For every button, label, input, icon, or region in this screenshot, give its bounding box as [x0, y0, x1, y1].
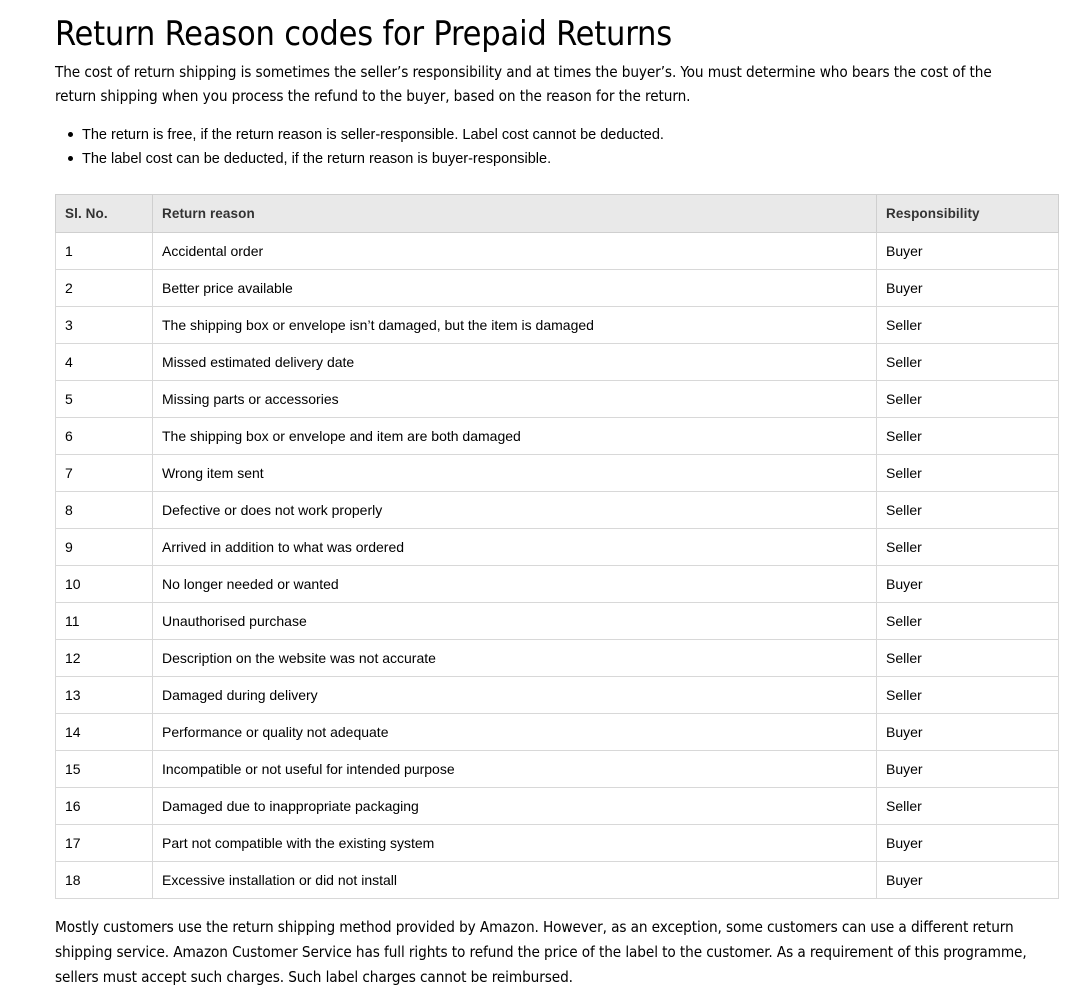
cell-sl-no: 5 [56, 381, 153, 418]
outro-paragraph: Mostly customers use the return shipping method provided by Amazon. However, as an exception, some customers can use a different return shipping service. Amazon Customer Service has full rights to refund the price of the label to the customer. As a requirement of this programme, sellers must accept such charges. Such label charges cannot be reimbursed. [55, 918, 1027, 986]
cell-sl-no: 17 [56, 825, 153, 862]
table-row [56, 751, 1059, 788]
table-row [56, 307, 1059, 344]
cell-responsibility: Seller [877, 492, 1059, 529]
cell-responsibility: Seller [877, 529, 1059, 566]
table-row [56, 677, 1059, 714]
table-row [56, 233, 1059, 270]
cell-responsibility: Buyer [877, 233, 1059, 270]
list-item [68, 123, 1028, 147]
table-row [56, 825, 1059, 862]
cell-sl-no: 9 [56, 529, 153, 566]
cell-return-reason: Part not compatible with the existing system [153, 825, 877, 862]
cell-sl-no: 14 [56, 714, 153, 751]
cell-sl-no: 4 [56, 344, 153, 381]
cell-responsibility: Seller [877, 344, 1059, 381]
list-item [68, 147, 1028, 171]
cell-sl-no: 13 [56, 677, 153, 714]
table-header-row [56, 195, 1059, 233]
bullet-dot-icon [68, 156, 73, 161]
bullet-dot-icon [68, 132, 73, 137]
table-body [56, 233, 1059, 899]
cell-return-reason: Defective or does not work properly [153, 492, 877, 529]
table-row [56, 381, 1059, 418]
cell-responsibility: Seller [877, 307, 1059, 344]
cell-return-reason: Better price available [153, 270, 877, 307]
table-row [56, 529, 1059, 566]
cell-return-reason: The shipping box or envelope isn’t damaged, but the item is damaged [153, 307, 877, 344]
cell-responsibility: Seller [877, 381, 1059, 418]
cell-return-reason: Incompatible or not useful for intended purpose [153, 751, 877, 788]
cell-sl-no: 6 [56, 418, 153, 455]
cell-responsibility: Buyer [877, 862, 1059, 899]
cell-return-reason: Damaged due to inappropriate packaging [153, 788, 877, 825]
cell-sl-no: 3 [56, 307, 153, 344]
cell-sl-no: 1 [56, 233, 153, 270]
cell-sl-no: 10 [56, 566, 153, 603]
cell-return-reason: Arrived in addition to what was ordered [153, 529, 877, 566]
cell-return-reason: The shipping box or envelope and item are both damaged [153, 418, 877, 455]
cell-responsibility: Buyer [877, 270, 1059, 307]
cell-sl-no: 18 [56, 862, 153, 899]
cell-return-reason: Performance or quality not adequate [153, 714, 877, 751]
table-row [56, 455, 1059, 492]
table-row [56, 862, 1059, 899]
cell-return-reason: Wrong item sent [153, 455, 877, 492]
cell-responsibility: Seller [877, 677, 1059, 714]
table-row [56, 640, 1059, 677]
table-row [56, 270, 1059, 307]
cell-responsibility: Seller [877, 788, 1059, 825]
column-header-return-reason: Return reason [153, 195, 877, 233]
cell-sl-no: 15 [56, 751, 153, 788]
cell-responsibility: Seller [877, 418, 1059, 455]
cell-return-reason: No longer needed or wanted [153, 566, 877, 603]
cell-return-reason: Damaged during delivery [153, 677, 877, 714]
cell-responsibility: Buyer [877, 714, 1059, 751]
cell-sl-no: 11 [56, 603, 153, 640]
column-header-sl-no: Sl. No. [56, 195, 153, 233]
table-row [56, 418, 1059, 455]
table-row [56, 344, 1059, 381]
cell-responsibility: Seller [877, 603, 1059, 640]
table-row [56, 714, 1059, 751]
cell-responsibility: Seller [877, 640, 1059, 677]
page-title: Return Reason codes for Prepaid Returns [55, 14, 672, 54]
cell-return-reason: Accidental order [153, 233, 877, 270]
cell-return-reason: Missing parts or accessories [153, 381, 877, 418]
list-item-text: The label cost can be deducted, if the return reason is buyer-responsible. [82, 151, 552, 167]
cell-return-reason: Unauthorised purchase [153, 603, 877, 640]
column-header-responsibility: Responsibility [877, 195, 1059, 233]
cell-responsibility: Buyer [877, 751, 1059, 788]
table-row [56, 566, 1059, 603]
cell-sl-no: 16 [56, 788, 153, 825]
policy-bullet-list [68, 123, 1028, 171]
cell-responsibility: Buyer [877, 566, 1059, 603]
cell-return-reason: Excessive installation or did not install [153, 862, 877, 899]
cell-sl-no: 7 [56, 455, 153, 492]
table-row [56, 492, 1059, 529]
cell-sl-no: 12 [56, 640, 153, 677]
table-row [56, 788, 1059, 825]
table-row [56, 603, 1059, 640]
table-header [56, 195, 1059, 233]
cell-responsibility: Seller [877, 455, 1059, 492]
list-item-text: The return is free, if the return reason is seller-responsible. Label cost cannot be deducted. [82, 127, 664, 143]
cell-return-reason: Missed estimated delivery date [153, 344, 877, 381]
cell-responsibility: Buyer [877, 825, 1059, 862]
return-reason-table [55, 194, 1059, 899]
cell-sl-no: 8 [56, 492, 153, 529]
intro-paragraph: The cost of return shipping is sometimes the seller’s responsibility and at times the buyer’s. You must determine who bears the cost of the return shipping when you process the refund to the buyer, based on the reason for the return. [55, 63, 992, 105]
cell-sl-no: 2 [56, 270, 153, 307]
cell-return-reason: Description on the website was not accurate [153, 640, 877, 677]
